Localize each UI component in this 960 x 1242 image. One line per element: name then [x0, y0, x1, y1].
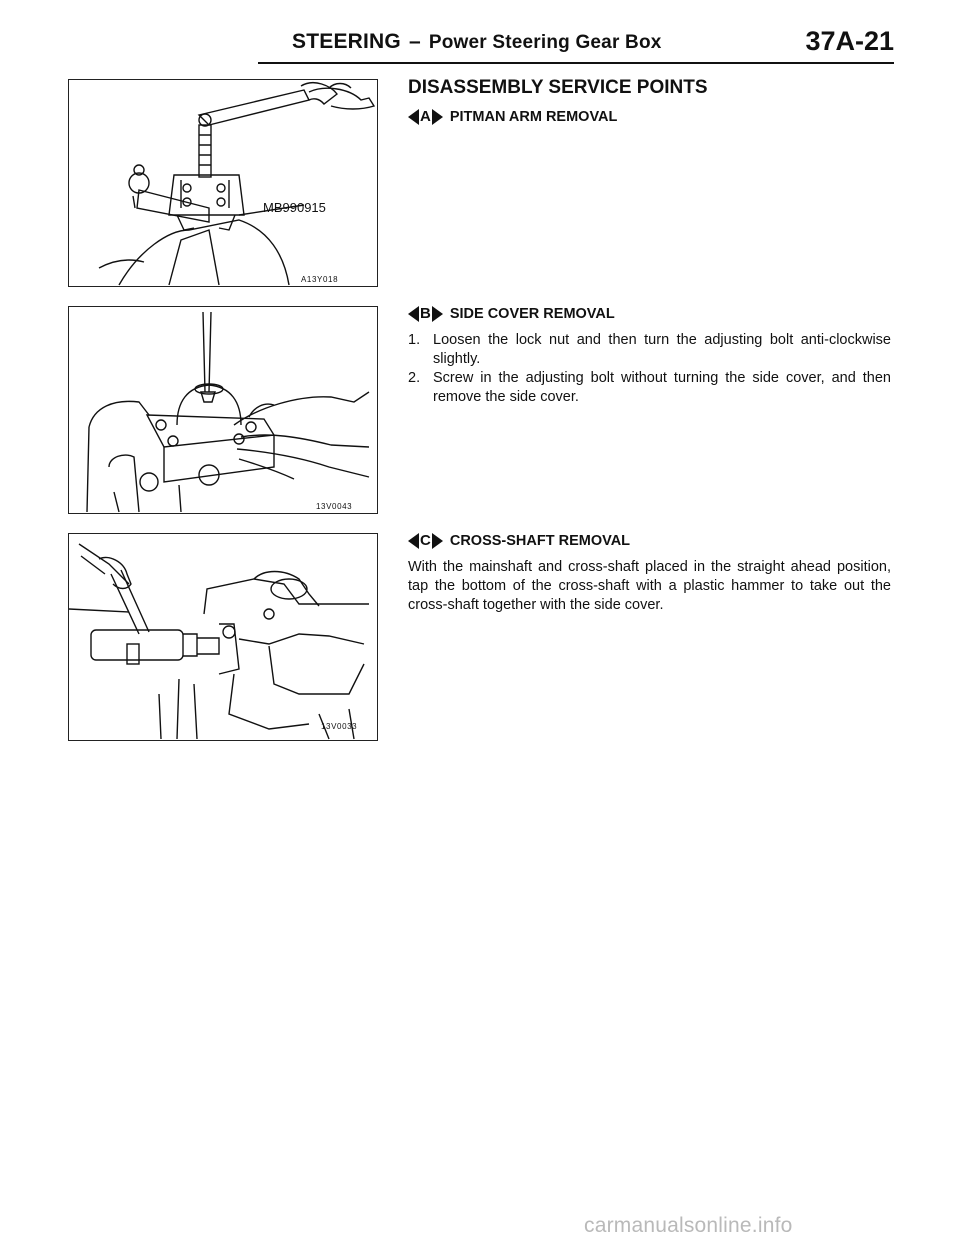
figure-cross-shaft-removal	[68, 533, 378, 741]
page-number: 37A-21	[805, 26, 894, 56]
header-rule	[258, 62, 894, 64]
figure-code: 13V0033	[321, 722, 358, 731]
header-dash: –	[408, 30, 421, 53]
left-triangle-icon	[408, 533, 419, 549]
point-heading-text: PITMAN ARM REMOVAL	[449, 108, 618, 125]
step-text: Loosen the lock nut and then turn the adjusting bolt anti-clockwise slightly.	[433, 332, 891, 367]
page-header	[0, 0, 960, 70]
pitman-arm-illustration	[69, 80, 377, 286]
point-heading-text: CROSS-SHAFT REMOVAL	[449, 532, 631, 549]
tool-number-label: MB990915	[263, 200, 326, 215]
point-b-heading	[408, 305, 615, 322]
right-triangle-icon	[432, 306, 443, 322]
service-point-marker: B	[408, 305, 443, 322]
side-cover-steps	[408, 331, 891, 407]
header-subsection: Power Steering Gear Box	[428, 32, 662, 53]
step-text: Screw in the adjusting bolt without turning the side cover, and then remove the side cover.	[433, 370, 891, 405]
cross-shaft-illustration	[69, 534, 377, 740]
service-point-marker: C	[408, 532, 443, 549]
section-title: DISASSEMBLY SERVICE POINTS	[408, 77, 708, 98]
service-point-marker: A	[408, 108, 443, 125]
watermark-text: carmanualsonline.info	[584, 1214, 793, 1237]
point-c-heading	[408, 532, 630, 549]
right-triangle-icon	[432, 533, 443, 549]
figure-code: A13Y018	[301, 275, 339, 284]
point-heading-text: SIDE COVER REMOVAL	[449, 305, 615, 322]
figure-pitman-arm-removal	[68, 79, 378, 287]
point-a-heading	[408, 108, 617, 125]
header-title	[292, 30, 662, 54]
step-item	[408, 331, 891, 369]
step-number: 1.	[408, 332, 421, 348]
step-item	[408, 369, 891, 407]
paragraph-text: With the mainshaft and cross-shaft placed in the straight ahead position, tap the bottom of the cross-shaft with a plastic hammer to take out the cross-shaft together with the side cover.	[408, 559, 891, 613]
left-triangle-icon	[408, 306, 419, 322]
figure-side-cover-removal	[68, 306, 378, 514]
step-number: 2.	[408, 370, 421, 386]
figure-code: 13V0043	[316, 502, 353, 511]
left-triangle-icon	[408, 109, 419, 125]
header-section: STEERING	[292, 30, 401, 53]
side-cover-illustration	[69, 307, 377, 513]
right-triangle-icon	[432, 109, 443, 125]
cross-shaft-paragraph	[408, 558, 891, 615]
